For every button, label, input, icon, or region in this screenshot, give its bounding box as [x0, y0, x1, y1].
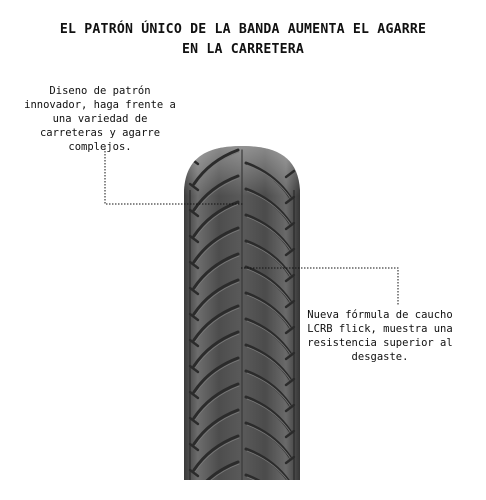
callout-rubber-formula	[290, 308, 470, 364]
headline	[0, 20, 486, 60]
callout-left-line: innovador, haga frente a	[24, 99, 176, 111]
headline-line-2: EN LA CARRETERA	[181, 42, 305, 57]
callout-right-line: Nueva fórmula de caucho	[307, 309, 453, 321]
callout-right-line: desgaste.	[351, 351, 409, 363]
callout-left-line: carreteras y agarre	[39, 127, 161, 139]
callout-pattern-design	[14, 84, 186, 154]
callout-left-line: una variedad de	[52, 113, 148, 125]
callout-left-line: Diseno de patrón	[49, 85, 151, 97]
callout-left-line: complejos.	[68, 141, 132, 153]
headline-line-1: EL PATRÓN ÚNICO DE LA BANDA AUMENTA EL AGARRE	[59, 22, 427, 37]
tire-image	[184, 146, 300, 500]
callout-right-line: resistencia superior al	[307, 337, 453, 349]
callout-right-line: LCRB flick, muestra una	[307, 323, 453, 335]
